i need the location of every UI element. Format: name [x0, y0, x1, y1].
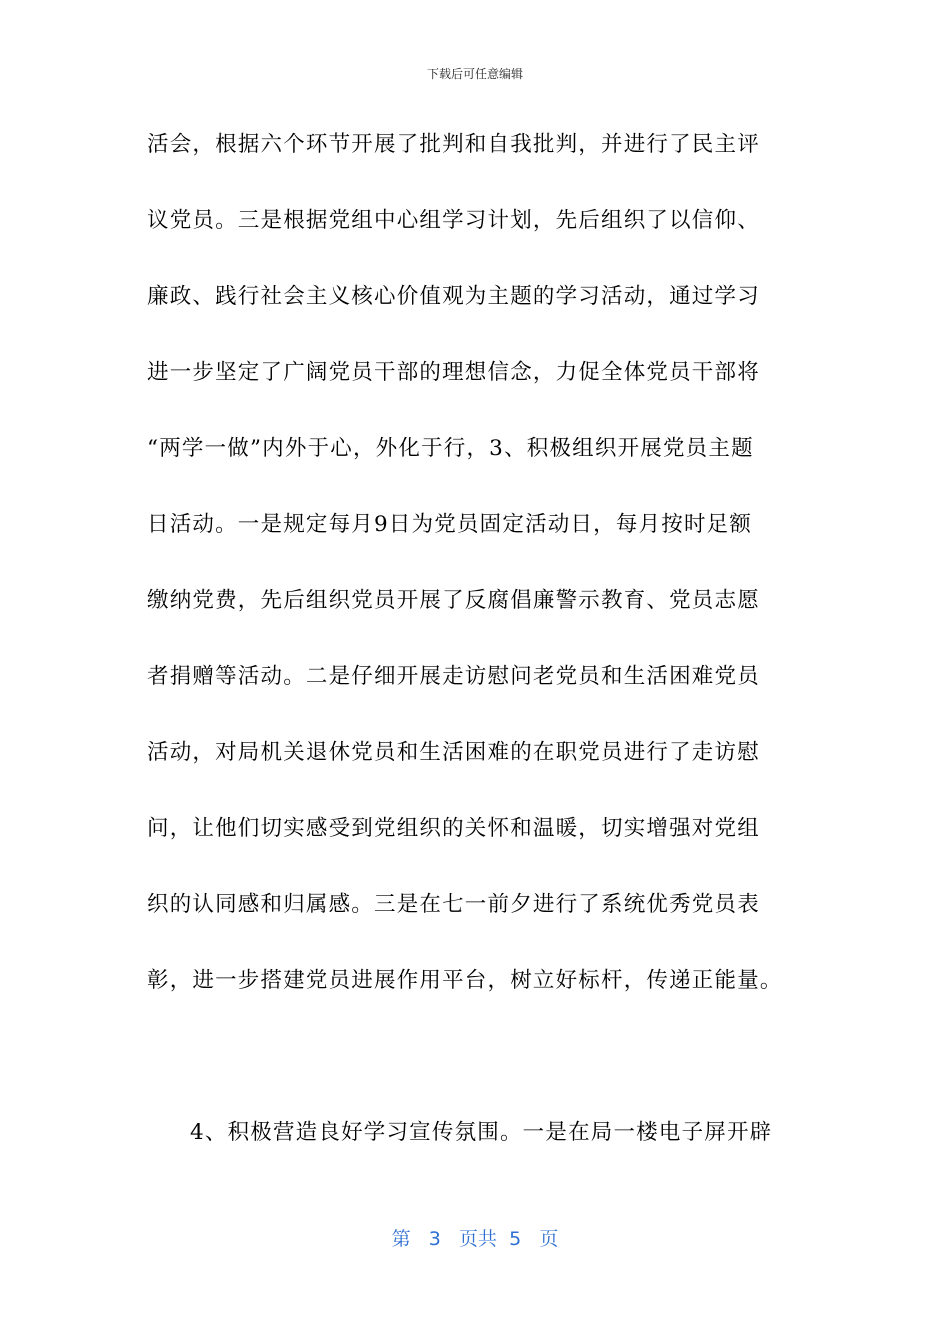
- text-line: 活动，对局机关退休党员和生活困难的在职党员进行了走访慰: [147, 740, 760, 765]
- footer-prefix: 第: [391, 1228, 411, 1250]
- text-line: 织的认同感和归属感。三是在七一前夕进行了系统优秀党员表: [147, 892, 760, 917]
- text-line: 问，让他们切实感受到党组织的关怀和温暖，切实增强对党组: [147, 816, 760, 841]
- text-line: 廉政、践行社会主义核心价值观为主题的学习活动，通过学习: [147, 284, 760, 309]
- text-line: 彰，进一步搭建党员进展作用平台，树立好标杆，传递正能量。: [147, 968, 783, 993]
- footer-suffix: 页: [539, 1228, 559, 1250]
- text-line: 缴纳党费，先后组织党员开展了反腐倡廉警示教育、党员志愿: [147, 588, 760, 613]
- page-footer: [0, 1226, 950, 1252]
- current-page-number: 3: [428, 1228, 441, 1250]
- footer-middle: 页共: [459, 1228, 498, 1250]
- header-note: 下载后可任意编辑: [426, 67, 523, 81]
- text-line: 活会，根据六个环节开展了批判和自我批判，并进行了民主评: [147, 132, 760, 157]
- paragraph-gap: [147, 1037, 827, 1113]
- document-body: [147, 125, 827, 1189]
- text-line: 进一步坚定了广阔党员干部的理想信念，力促全体党员干部将: [147, 360, 760, 385]
- text-line: “两学一做”内外于心，外化于行，3、积极组织开展党员主题: [147, 436, 754, 461]
- paragraph-first-line: 4、积极营造良好学习宣传氛围。一是在局一楼电子屏开辟: [190, 1120, 773, 1145]
- text-line: 者捐赠等活动。二是仔细开展走访慰问老党员和生活困难党员: [147, 664, 760, 689]
- total-pages-number: 5: [509, 1228, 522, 1250]
- text-line: 议党员。三是根据党组中心组学习计划，先后组织了以信仰、: [147, 208, 760, 233]
- text-line: 日活动。一是规定每月9日为党员固定活动日，每月按时足额: [147, 512, 753, 537]
